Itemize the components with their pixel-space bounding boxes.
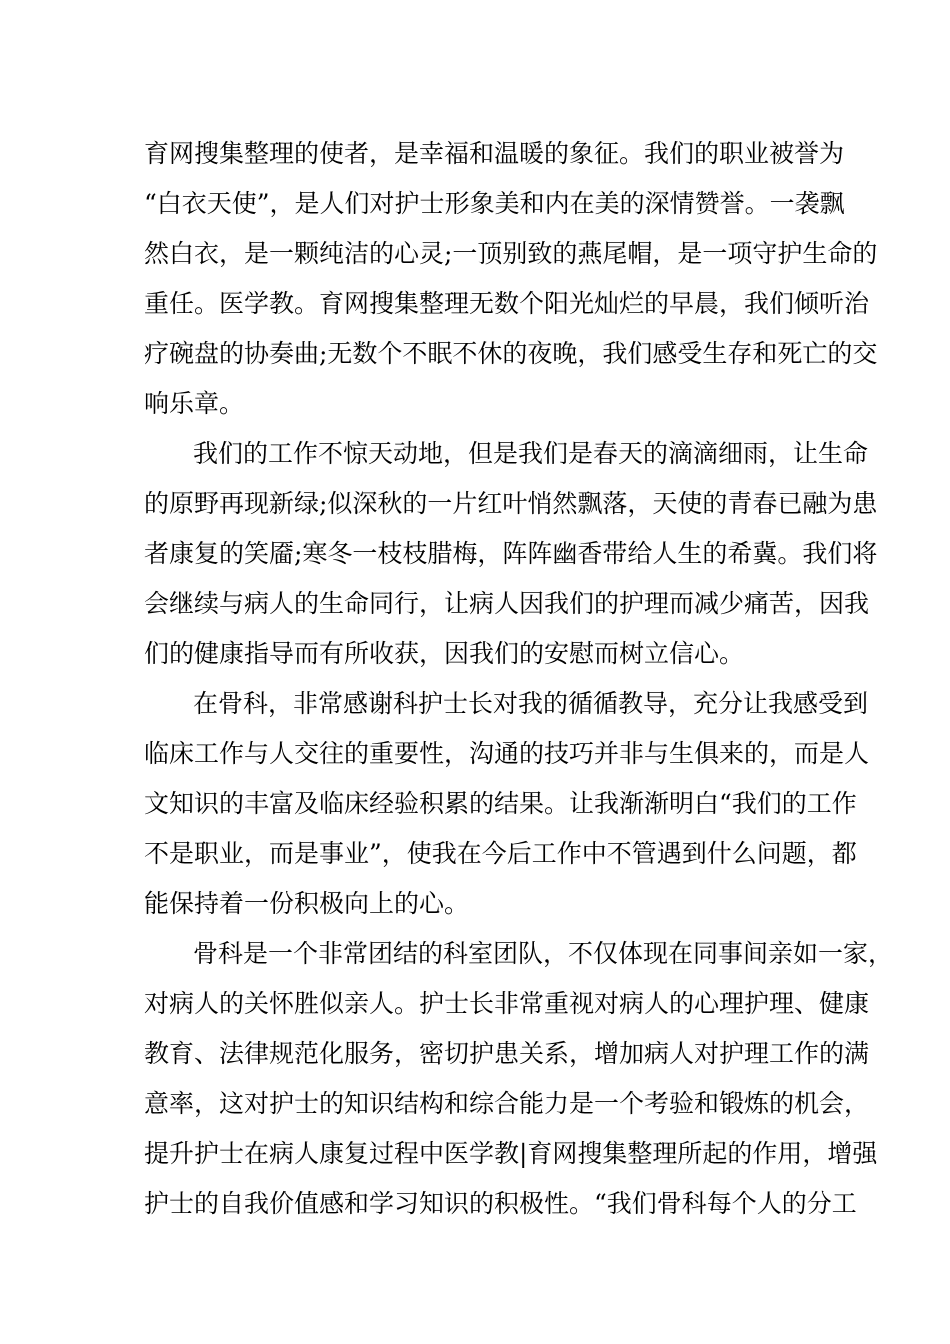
text-line: 能保持着一份积极向上的心。: [144, 889, 470, 918]
text-line: 对病人的关怀胜似亲人。护士长非常重视对病人的心理护理、健康: [144, 989, 870, 1018]
text-line: 者康复的笑靥;寒冬一枝枝腊梅，阵阵幽香带给人生的希冀。我们将: [144, 539, 878, 568]
text-line: 重任。医学教。育网搜集整理无数个阳光灿烂的早晨，我们倾听治: [144, 289, 870, 318]
paragraph-first-line: 骨科是一个非常团结的科室团队，不仅体现在同事间亲如一家，: [193, 939, 894, 968]
text-line: 文知识的丰富及临床经验积累的结果。让我渐渐明白“我们的工作: [144, 789, 857, 818]
text-line: 教育、法律规范化服务，密切护患关系，增加病人对护理工作的满: [144, 1039, 870, 1068]
text-line: 育网搜集整理的使者，是幸福和温暖的象征。我们的职业被誉为: [144, 139, 845, 168]
text-line: 响乐章。: [144, 389, 245, 418]
paragraph-first-line: 我们的工作不惊天动地，但是我们是春天的滴滴细雨，让生命: [193, 439, 869, 468]
text-line: 意率，这对护士的知识结构和综合能力是一个考验和锻炼的机会，: [144, 1089, 870, 1118]
text-line: 提升护士在病人康复过程中医学教|育网搜集整理所起的作用，增强: [144, 1139, 878, 1168]
text-line: 然白衣，是一颗纯洁的心灵;一顶别致的燕尾帽，是一项守护生命的: [144, 239, 878, 268]
text-line: 疗碗盘的协奏曲;无数个不眠不休的夜晚，我们感受生存和死亡的交: [144, 339, 878, 368]
paragraph-first-line: 在骨科，非常感谢科护士长对我的循循教导，充分让我感受到: [193, 689, 869, 718]
text-line: 护士的自我价值感和学习知识的积极性。“我们骨科每个人的分工: [144, 1189, 857, 1218]
text-line: 们的健康指导而有所收获，因我们的安慰而树立信心。: [144, 639, 745, 668]
text-line: 的原野再现新绿;似深秋的一片红叶悄然飘落，天使的青春已融为患: [144, 489, 878, 518]
text-line: 不是职业，而是事业”，使我在今后工作中不管遇到什么问题，都: [144, 839, 857, 868]
text-line: 临床工作与人交往的重要性，沟通的技巧并非与生俱来的，而是人: [144, 739, 870, 768]
text-line: “白衣天使”，是人们对护士形象美和内在美的深情赞誉。一袭飘: [144, 189, 845, 218]
text-line: 会继续与病人的生命同行，让病人因我们的护理而减少痛苦，因我: [144, 589, 870, 618]
